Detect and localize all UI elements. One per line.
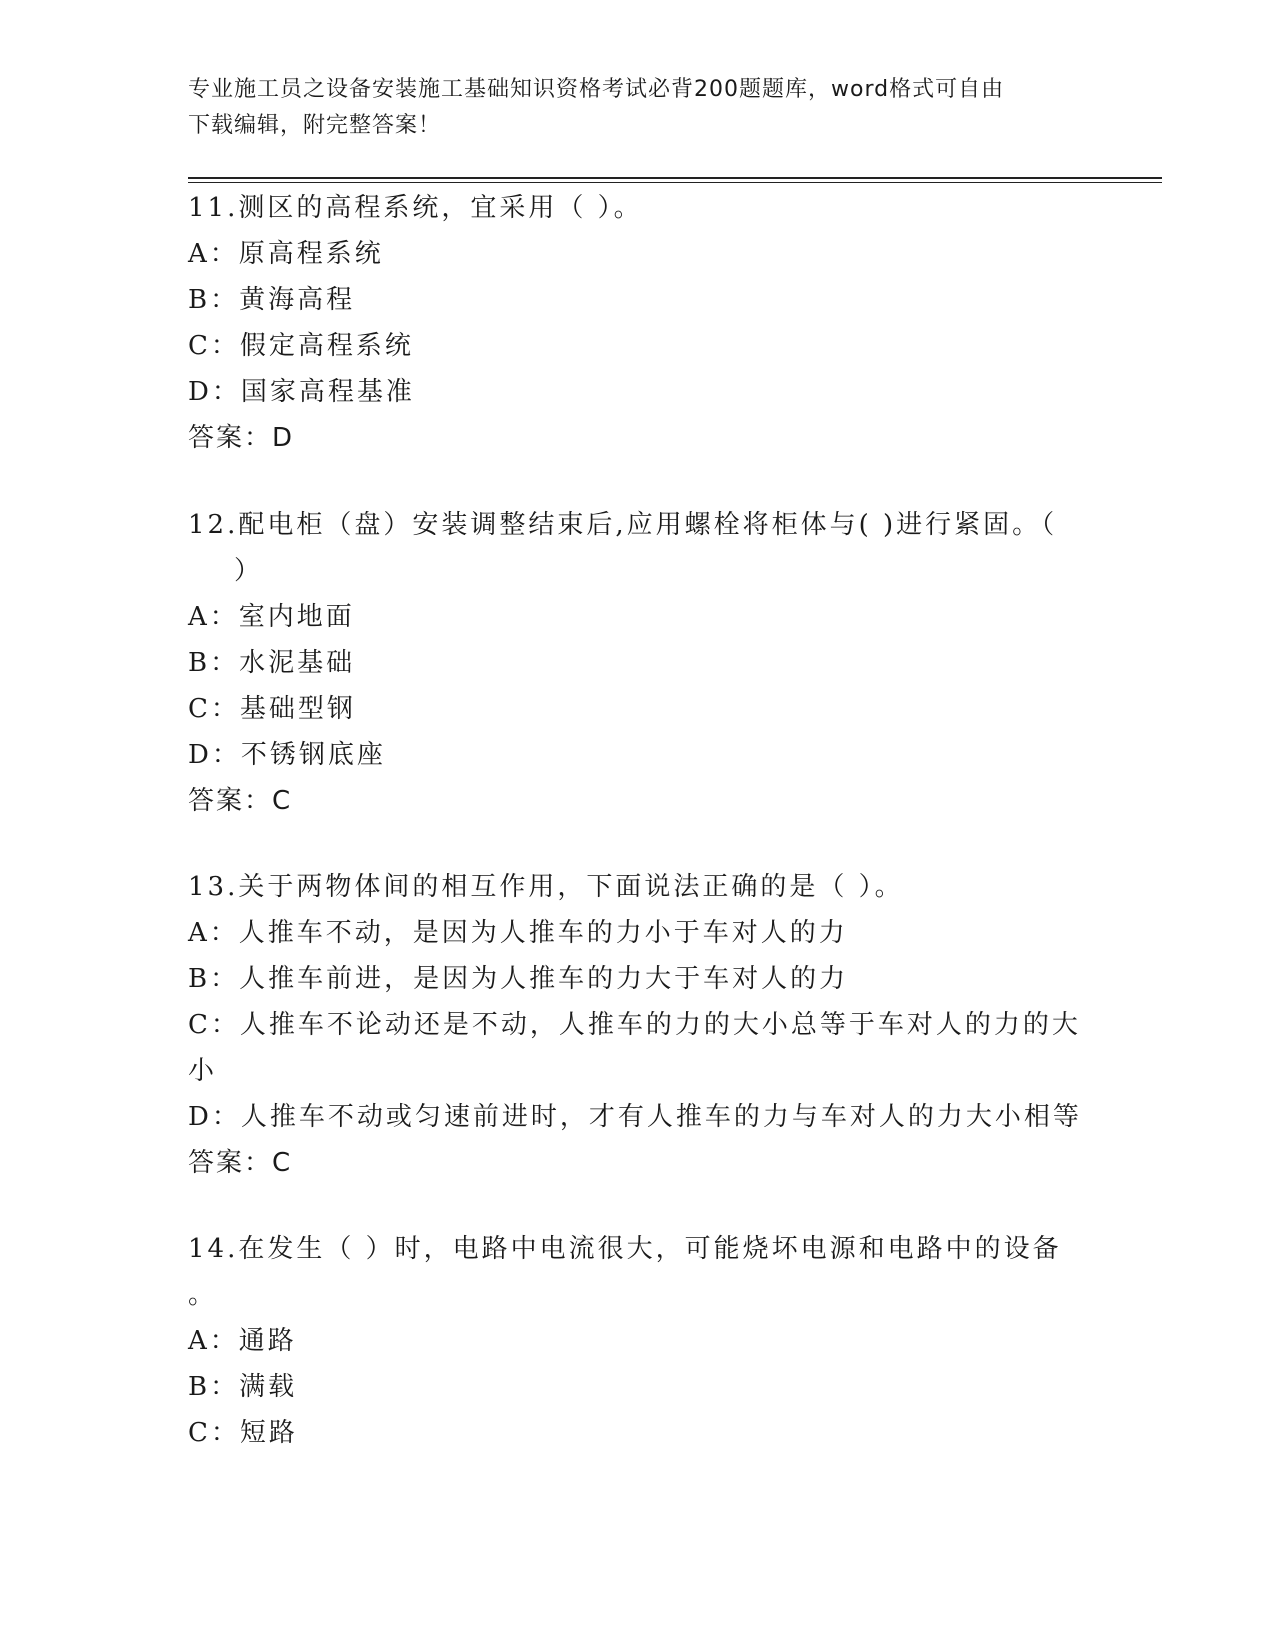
question-stem-continued: ）	[234, 556, 264, 586]
option-d: D：人推车不动或匀速前进时，才有人推车的力与车对人的力大小相等	[188, 1102, 1082, 1132]
option-c: C：短路	[188, 1418, 298, 1448]
option-d: D：国家高程基准	[188, 377, 415, 407]
question-stem: 13.关于两物体间的相互作用，下面说法正确的是（ ）。	[188, 872, 904, 902]
question-14	[188, 1226, 1088, 1456]
question-stem: 11.测区的高程系统，宜采用（ ）。	[188, 193, 643, 223]
question-11	[188, 185, 1088, 461]
answer: 答案：D	[188, 423, 295, 453]
option-a: A：原高程系统	[188, 239, 384, 269]
option-b: B：水泥基础	[188, 648, 356, 678]
header-divider-thin	[188, 182, 1162, 183]
option-d: D：不锈钢底座	[188, 740, 386, 770]
question-12	[188, 502, 1088, 824]
option-c: C：假定高程系统	[188, 331, 414, 361]
option-a: A：人推车不动，是因为人推车的力小于车对人的力	[188, 918, 848, 948]
option-c: C：人推车不论动还是不动，人推车的力的大小总等于车对人的力的大	[188, 1010, 1081, 1040]
question-stem-continued: 。	[188, 1280, 218, 1310]
answer: 答案：C	[188, 1148, 293, 1178]
option-b: B：人推车前进，是因为人推车的力大于车对人的力	[188, 964, 849, 994]
option-c-continued: 小	[188, 1056, 218, 1086]
option-c: C：基础型钢	[188, 694, 356, 724]
option-a: A：通路	[188, 1326, 297, 1356]
header-line-1: 专业施工员之设备安装施工基础知识资格考试必背200题题库，word格式可自由	[188, 77, 1005, 102]
option-a: A：室内地面	[188, 602, 355, 632]
question-stem: 12.配电柜（盘）安装调整结束后,应用螺栓将柜体与( )进行紧固。（	[188, 510, 1058, 540]
question-stem: 14.在发生（ ）时，电路中电流很大，可能烧坏电源和电路中的设备	[188, 1234, 1062, 1264]
header-divider-thick	[188, 177, 1162, 179]
document-header	[188, 72, 1088, 144]
answer: 答案：C	[188, 786, 293, 816]
option-b: B：满载	[188, 1372, 298, 1402]
option-b: B：黄海高程	[188, 285, 356, 315]
header-line-2: 下载编辑，附完整答案！	[188, 113, 442, 138]
question-13	[188, 864, 1088, 1186]
